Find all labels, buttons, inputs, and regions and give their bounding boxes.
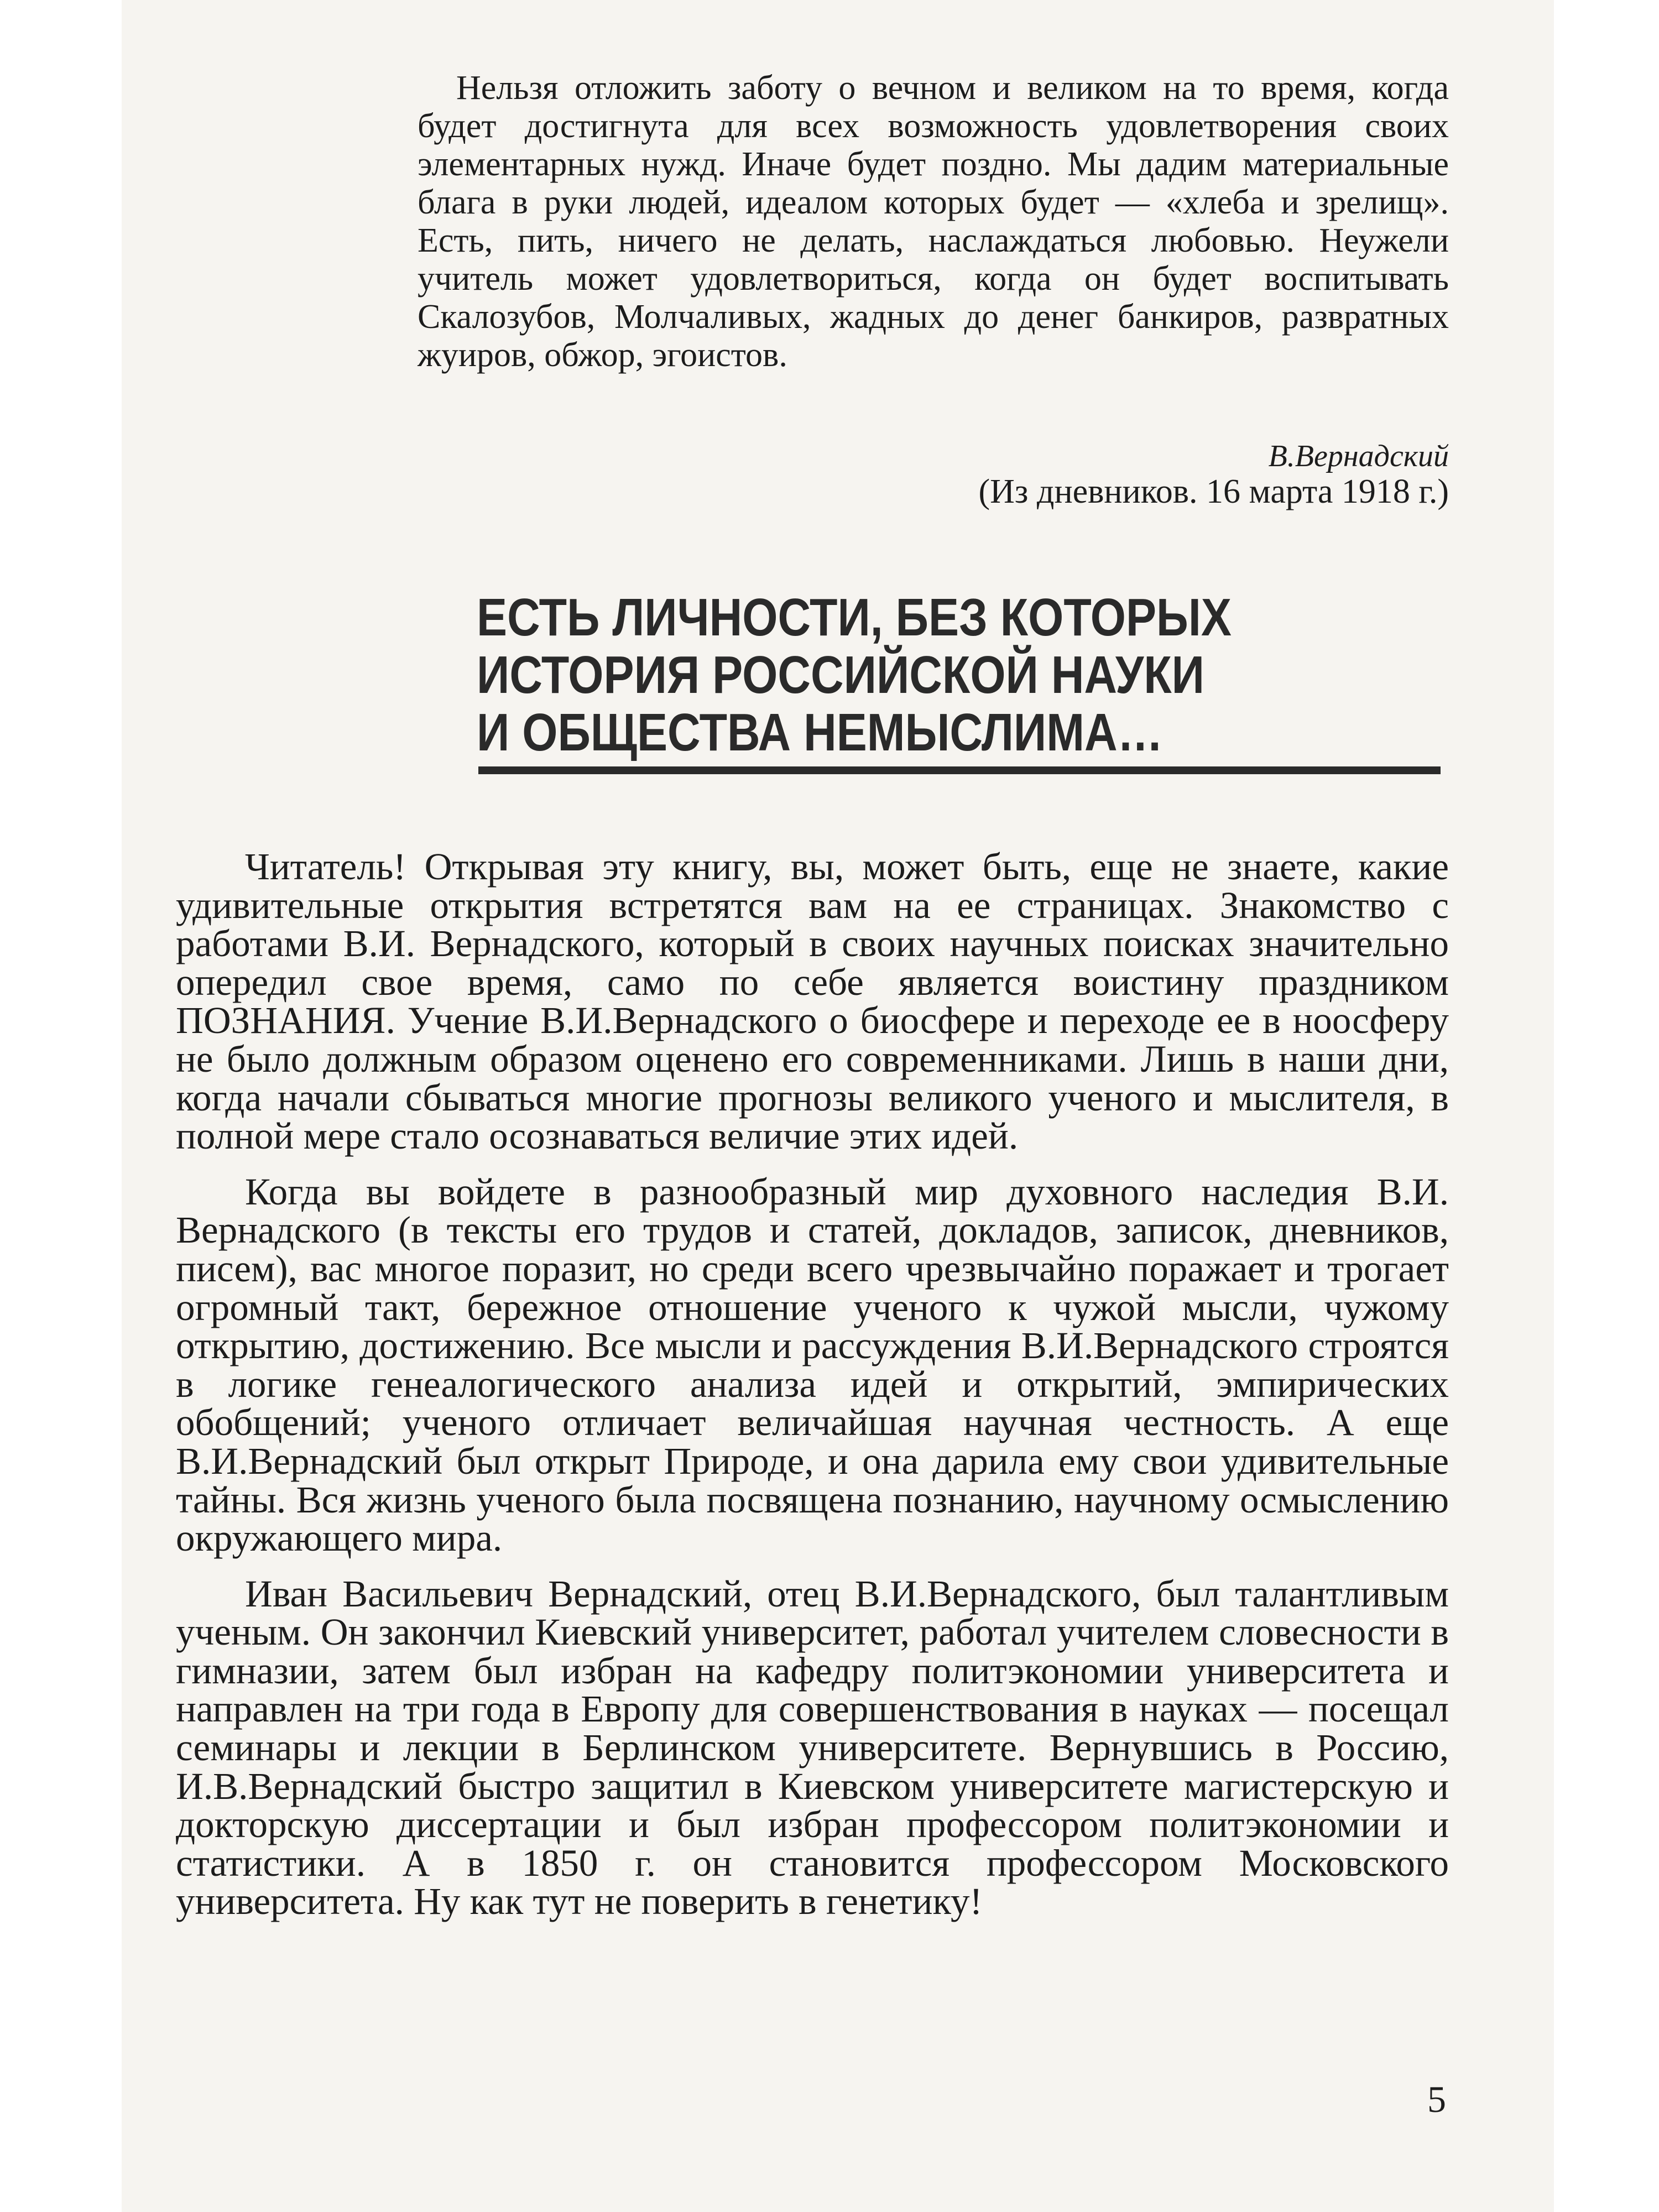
body-paragraph: Читатель! Открывая эту книгу, вы, может быть, еще не знаете, какие удивительные открытия встретятся вам на ее страницах. Знакомство с работами В.И. Вернадского, который в своих научных поисках значительно опередил свое время, само по себе является воистину праздником ПОЗНАНИЯ. Учение В.И.Вернадского о биосфере и переходе ее в ноосферу не было должным образом оценено его современниками. Лишь в наши дни, когда начали сбываться многие прогнозы великого ученого и мыслителя, в полной мере стало осознаваться величие этих идей. xyxy=(176,846,1449,1157)
heading-underline-rule xyxy=(478,766,1441,774)
epigraph-text: Нельзя отложить заботу о вечном и великом на то время, когда будет достигнута для всех возможность удовлетворения своих элементарных нужд. Иначе будет поздно. Мы дадим материальные блага в руки людей, идеалом которых будет — «хлеба и зрелищ». Есть, пить, ничего не делать, наслаждаться любовью. Неужели учитель может удовлетвориться, когда он будет воспитывать Скалозубов, Молчаливых, жадных до денег банкиров, развратных жуиров, обжор, эгоистов. xyxy=(418,69,1449,374)
chapter-heading xyxy=(477,589,1304,761)
epigraph-author: В.Вернадский xyxy=(1268,439,1449,473)
epigraph-source: (Из дневников. 16 марта 1918 г.) xyxy=(978,473,1449,510)
page-number: 5 xyxy=(1427,2078,1446,2120)
body-paragraph: Иван Васильевич Вернадский, отец В.И.Вернадского, был талантливым ученым. Он закончил Киевский университет, работал учителем словесности в гимназии, затем был избран на кафедру политэкономии университета и направлен на три года в Европу для совершенствования в науках — посещал семинары и лекции в Берлинском университете. Вернувшись в Россию, И.В.Вернадский быстро защитил в Киевском университете магистерскую и докторскую диссертации и был избран профессором политэкономии и статистики. А в 1850 г. он становится профессором Московского университета. Ну как тут не поверить в генетику! xyxy=(176,1572,1449,1923)
body-paragraph: Когда вы войдете в разнообразный мир духовного наследия В.И. Вернадского (в тексты его трудов и статей, докладов, записок, дневников, писем), вас многое поразит, но среди всего чрезвычайно поражает и трогает огромный такт, бережное отношение ученого к чужой мысли, чужому открытию, достижению. Все мысли и рассуждения В.И.Вернадского строятся в логике генеалогического анализа идей и открытий, эмпирических обобщений; ученого отличает величайшая научная честность. А еще В.И.Вернадский был открыт Природе, и она дарила ему свои удивительные тайны. Вся жизнь ученого была посвящена познанию, научному осмыслению окружающего мира. xyxy=(176,1170,1449,1559)
chapter-heading-line: И ОБЩЕСТВА НЕМЫСЛИМА… xyxy=(477,703,1164,762)
body-text xyxy=(176,848,1449,1921)
chapter-heading-line: ЕСТЬ ЛИЧНОСТИ, БЕЗ КОТОРЫХ xyxy=(477,588,1232,647)
chapter-heading-line: ИСТОРИЯ РОССИЙСКОЙ НАУКИ xyxy=(477,645,1205,705)
